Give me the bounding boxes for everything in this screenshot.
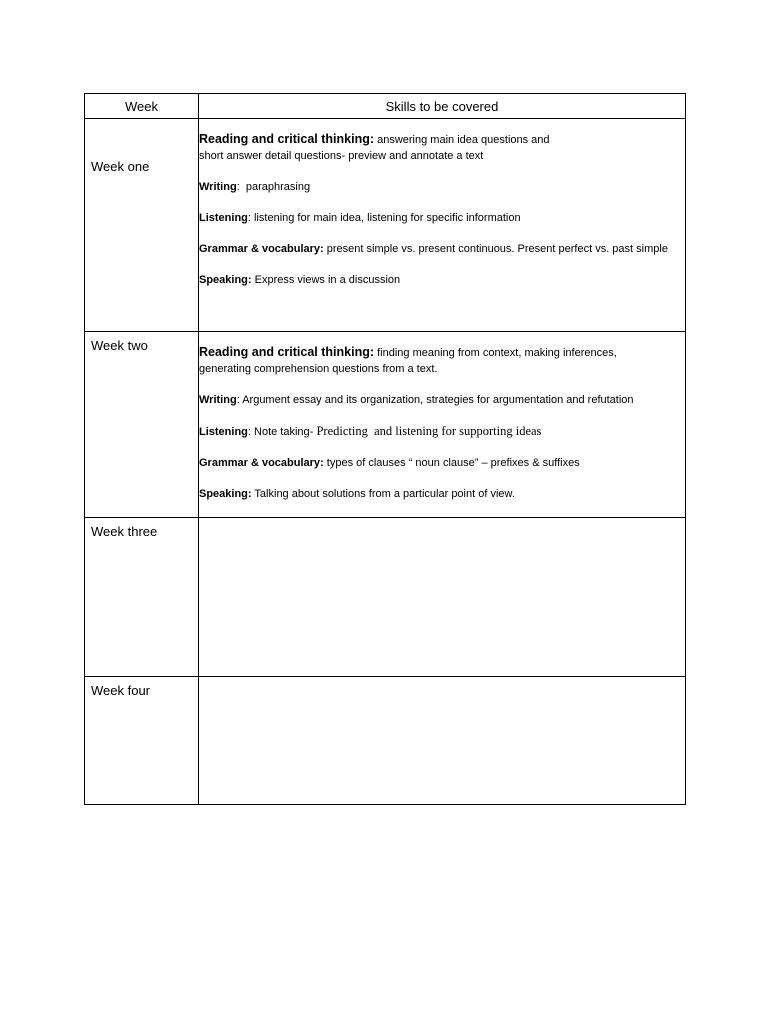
week-cell [85,119,199,332]
skill-text: finding meaning from context, making inferences, [377,347,617,359]
skill-entry-reading [199,131,685,164]
skill-entry-listening [199,423,685,440]
header-row [85,94,686,119]
week-cell [85,518,199,677]
skills-cell [199,518,686,677]
skill-label: Grammar & vocabulary: [199,457,324,469]
week-label: Week three [91,524,158,539]
week-label: Week four [91,683,151,698]
skill-entry-reading [199,344,685,377]
skill-entry-grammar [199,241,685,257]
table-row-week-four [85,677,686,805]
table-row-week-two [85,332,686,518]
week-column-header: Week [85,94,199,119]
skill-separator: : [247,426,251,438]
skill-label: Listening [199,426,248,438]
skill-text: paraphrasing [239,181,311,193]
skill-label: Reading and critical thinking: [199,132,375,146]
skill-entry-grammar [199,455,685,471]
skill-text: listening for main idea, listening for specific information [250,212,521,224]
skill-text: Note taking- [250,426,314,438]
week-label: Week one [91,159,150,174]
skill-label: Speaking: [199,488,252,500]
skill-label: Grammar & vocabulary: [199,243,324,255]
skill-label: Reading and critical thinking: [199,345,375,359]
skills-column-header: Skills to be covered [199,94,686,119]
skill-separator: : [247,212,251,224]
skill-separator: : [236,394,240,406]
schedule-table [84,93,686,805]
skill-entry-speaking [199,272,685,288]
skill-label: Speaking: [199,274,252,286]
skill-entry-speaking [199,486,685,502]
table-row-week-one [85,119,686,332]
skill-text: Talking about solutions from a particular point of view. [251,488,515,500]
table-row-week-three [85,518,686,677]
skill-text-serif: Predicting and listening for supporting ideas [313,424,542,438]
week-cell [85,677,199,805]
skill-text: Argument essay and its organization, strategies for argumentation and refutation [239,394,634,406]
skill-separator: : [236,181,240,193]
skill-label: Writing [199,394,237,406]
skill-text: types of clauses “ noun clause” – prefixes & suffixes [323,457,580,469]
skill-text: present simple vs. present continuous. Present perfect vs. past simple [323,243,668,255]
skills-cell [199,332,686,518]
skill-label: Listening [199,212,248,224]
skill-text-continued: generating comprehension questions from a text. [199,363,438,375]
skill-entry-listening [199,210,685,226]
skill-text-continued: short answer detail questions- preview and annotate a text [199,150,484,162]
skill-text: answering main idea questions and [377,134,550,146]
skill-entry-writing [199,179,685,195]
week-cell [85,332,199,518]
skills-cell [199,119,686,332]
week-label: Week two [91,338,148,353]
skill-text: Express views in a discussion [251,274,401,286]
skills-cell [199,677,686,805]
skill-label: Writing [199,181,237,193]
skill-entry-writing [199,392,685,408]
